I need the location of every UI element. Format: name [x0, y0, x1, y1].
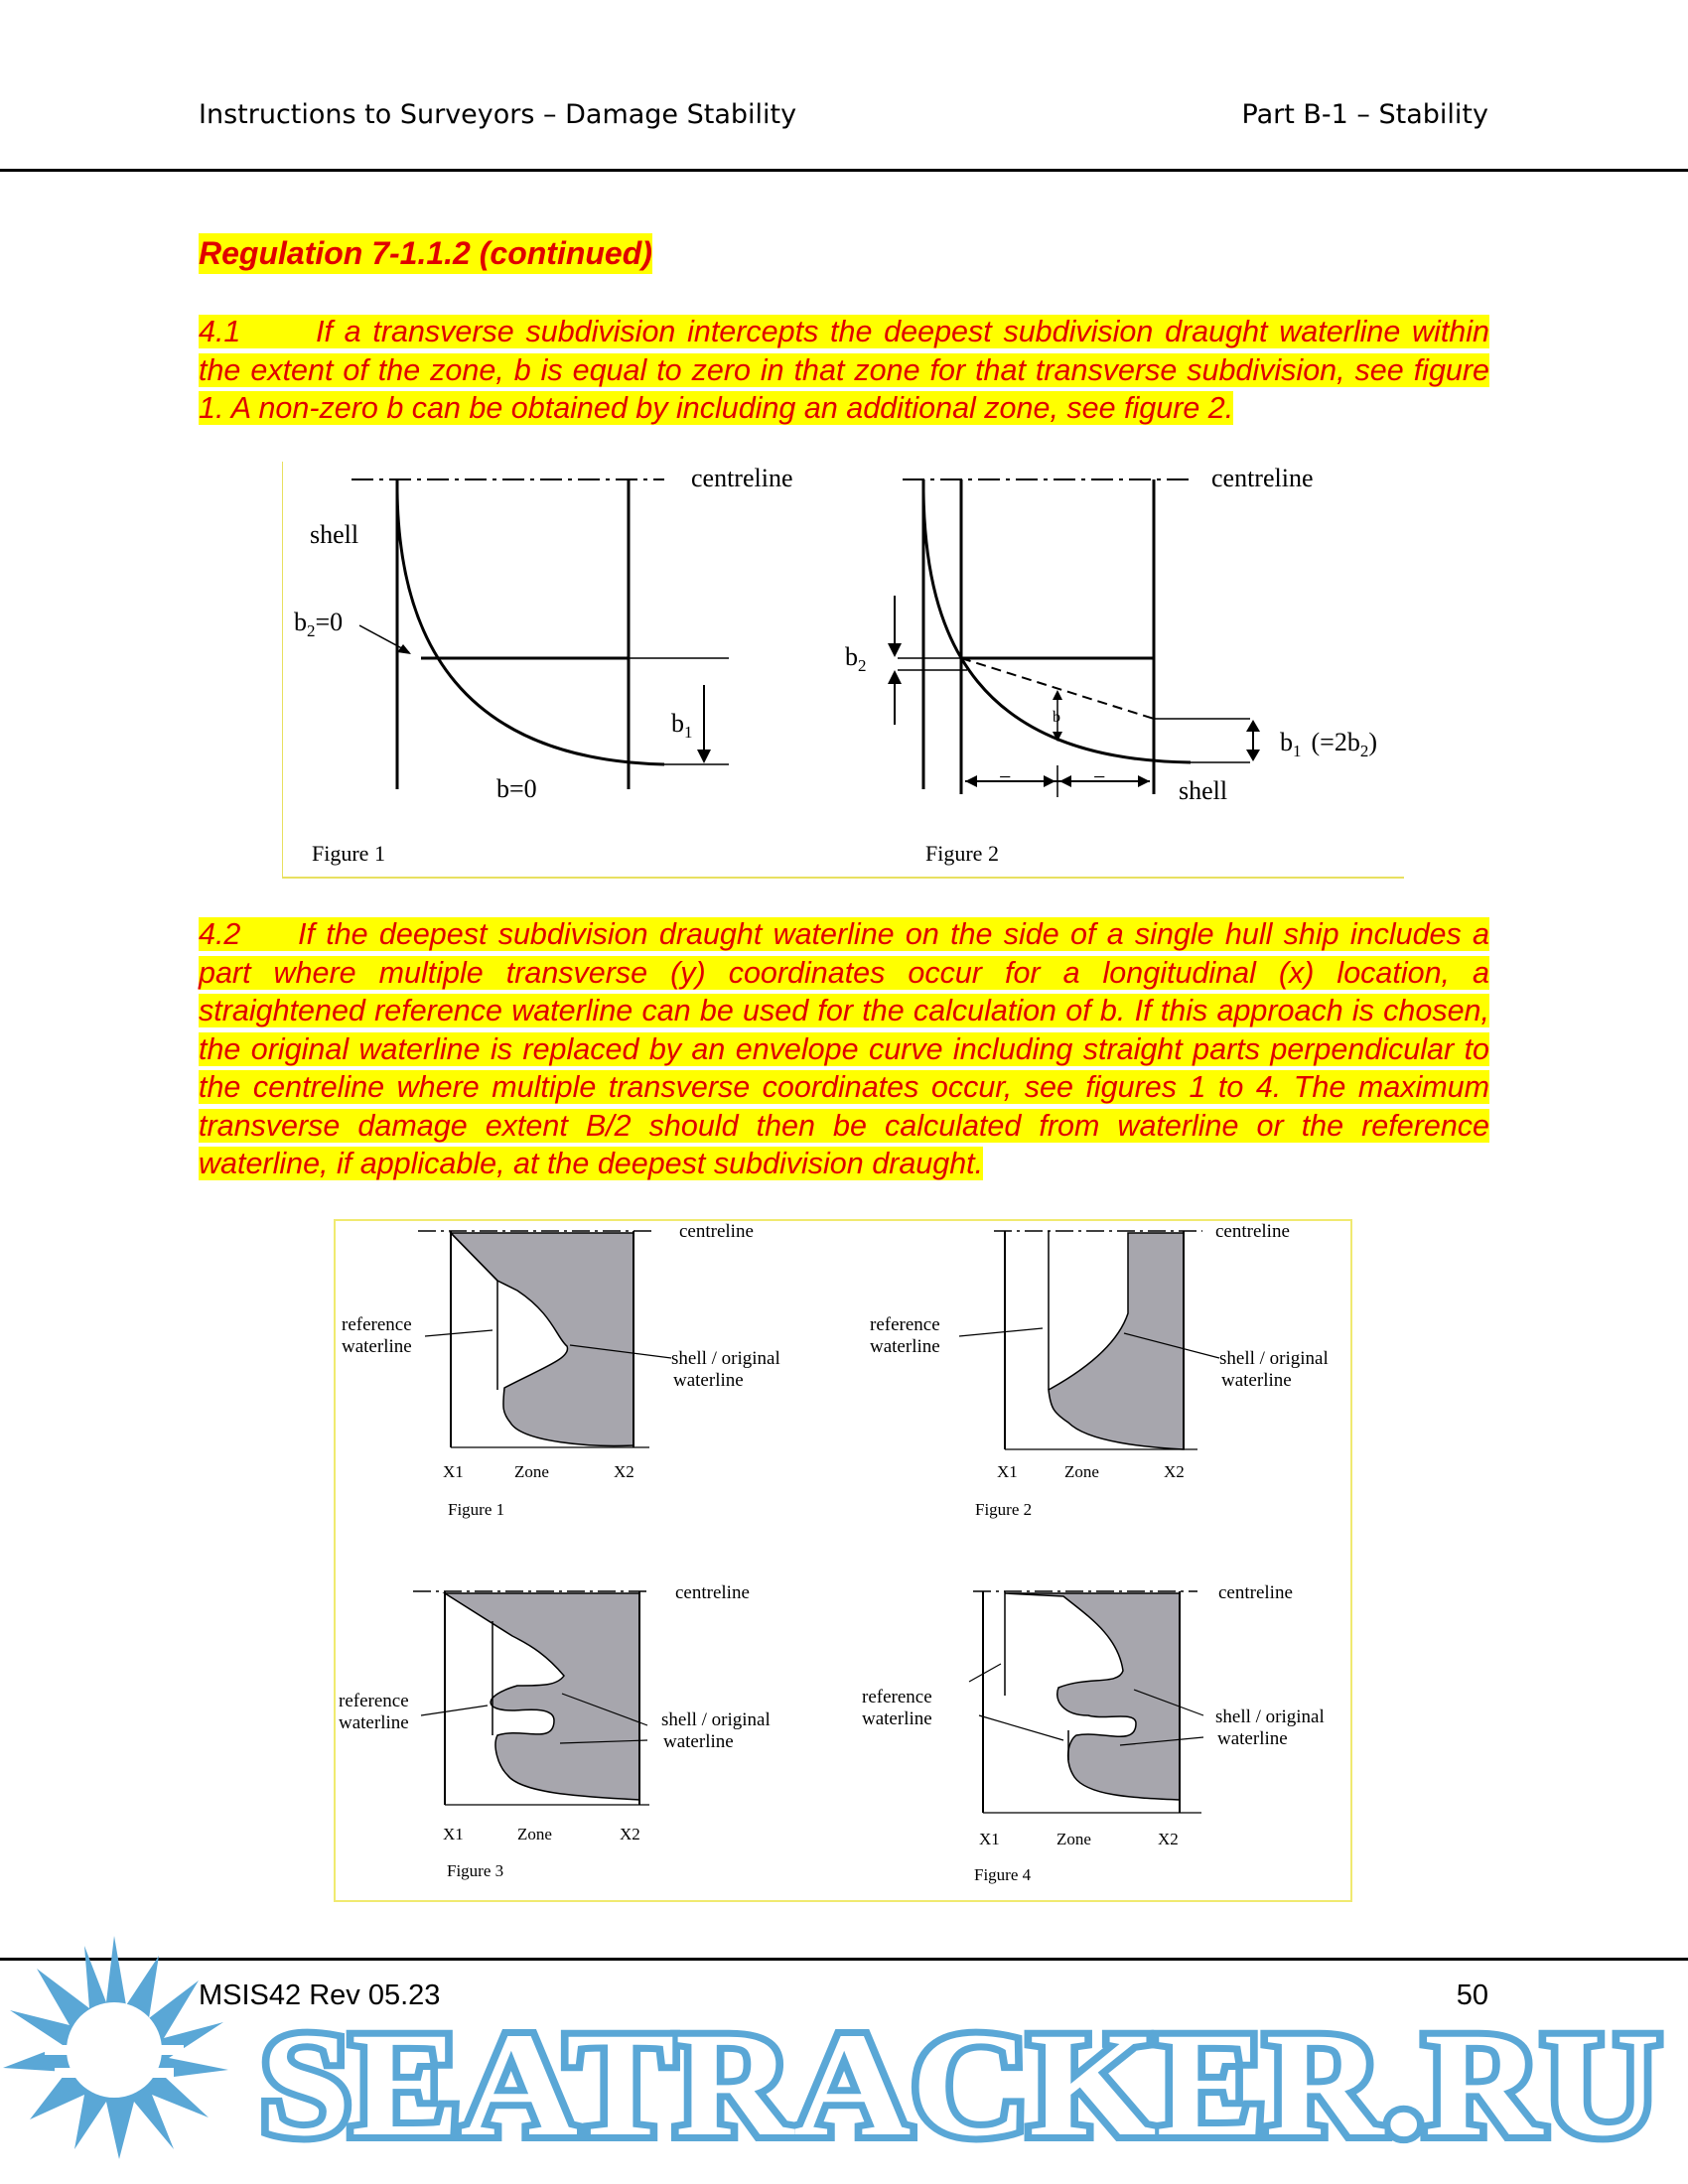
centreline-label: centreline: [1211, 464, 1314, 492]
paragraph-4-1: [199, 313, 1489, 428]
figure-caption: Figure 3: [447, 1861, 504, 1880]
centreline-label: centreline: [1215, 1221, 1290, 1242]
figure-upper-svg: [282, 462, 1404, 879]
zone-label: Zone: [1056, 1830, 1091, 1848]
x1-label: X1: [443, 1825, 464, 1843]
reference-label: reference waterline: [342, 1314, 412, 1357]
paragraph-text: If a transverse subdivision intercepts the deepest subdivision draught waterline within the extent of the zone, b is equal to zero in that zone for that transverse subdivision, see figure 1. A non-zero b can be obtained by including an additional zone, see figure 2.: [199, 315, 1489, 425]
x1-label: X1: [997, 1462, 1018, 1481]
shell-label: shell: [310, 520, 359, 549]
b1-label: $b_1$ $(=2b_2)$: [1280, 728, 1377, 760]
shell-original-label: shell / original waterline: [671, 1348, 780, 1391]
figure-caption: Figure 1: [448, 1500, 505, 1519]
zone-label: Zone: [514, 1462, 549, 1481]
shell-label: shell: [1179, 776, 1228, 805]
figure-lower-svg: [334, 1219, 1352, 1904]
figure-caption: Figure 2: [975, 1500, 1033, 1519]
shell-original-label: shell / original waterline: [661, 1709, 771, 1752]
x2-label: X2: [1158, 1830, 1179, 1848]
reference-label: reference waterline: [862, 1687, 932, 1729]
regulation-title: Regulation 7-1.1.2 (continued): [199, 233, 652, 274]
figure-group-lower: [334, 1219, 1352, 1904]
b-zero-label: b=0: [496, 774, 537, 803]
panel-figure-1: [342, 1221, 780, 1519]
b-small-label: b: [1053, 709, 1060, 726]
x2-label: X2: [620, 1825, 640, 1843]
b1-label: $b_1$: [671, 709, 693, 742]
figure-caption: Figure 2: [925, 841, 999, 866]
zone-label: Zone: [1064, 1462, 1099, 1481]
equals-label: =: [999, 766, 1012, 791]
centreline-label: centreline: [675, 1582, 750, 1603]
panel-figure-4: [862, 1582, 1325, 1884]
x2-label: X2: [1164, 1462, 1185, 1481]
header-rule: [0, 169, 1688, 172]
b2-label: $b_2$: [845, 642, 867, 675]
centreline-label: centreline: [691, 464, 793, 492]
panel-figure-2: [870, 1221, 1329, 1519]
x2-label: X2: [614, 1462, 634, 1481]
x1-label: X1: [443, 1462, 464, 1481]
shell-curve: [397, 491, 664, 764]
reference-label: reference waterline: [339, 1691, 409, 1733]
header-left: Instructions to Surveyors – Damage Stability: [199, 99, 797, 130]
figure-caption: Figure 4: [974, 1865, 1032, 1884]
zone-label: Zone: [517, 1825, 552, 1843]
centreline-label: centreline: [679, 1221, 754, 1242]
sun-logo-icon: [3, 1936, 228, 2159]
reference-label: reference waterline: [870, 1314, 940, 1357]
paragraph-number: 4.1: [199, 315, 241, 348]
shell-original-label: shell / original waterline: [1219, 1348, 1329, 1391]
watermark-text: SEATRACKER.RU: [260, 2002, 1660, 2167]
footer-left: MSIS42 Rev 05.23: [199, 1979, 441, 2011]
equals-label: =: [1093, 766, 1106, 791]
footer-right: 50: [1456, 1979, 1488, 2011]
shell-original-label: shell / original waterline: [1215, 1706, 1325, 1749]
paragraph-4-2: [199, 915, 1489, 1183]
centreline-label: centreline: [1218, 1582, 1293, 1603]
paragraph-number: 4.2: [199, 917, 241, 951]
figure-group-upper: [282, 462, 1404, 879]
x1-label: X1: [979, 1830, 1000, 1848]
figure-caption: Figure 1: [312, 841, 385, 866]
panel-figure-3: [339, 1582, 771, 1880]
b2-label: $b_2=0$: [294, 608, 344, 640]
header-right: Part B-1 – Stability: [1241, 99, 1488, 130]
paragraph-text: If the deepest subdivision draught waterline on the side of a single hull ship includes a part where multiple transverse (y) coordinates occur for a longitudinal (x) location, a straightened reference waterline can be used for the calculation of b. If this approach is chosen, the original waterline is replaced by an envelope curve including straight parts perpendicular to the centreline where multiple transverse coordinates occur, see figures 1 to 4. The maximum transverse damage extent B/2 should then be calculated from waterline or the reference waterline, if applicable, at the deepest subdivision draught.: [199, 917, 1489, 1180]
watermark: [0, 1936, 1688, 2184]
